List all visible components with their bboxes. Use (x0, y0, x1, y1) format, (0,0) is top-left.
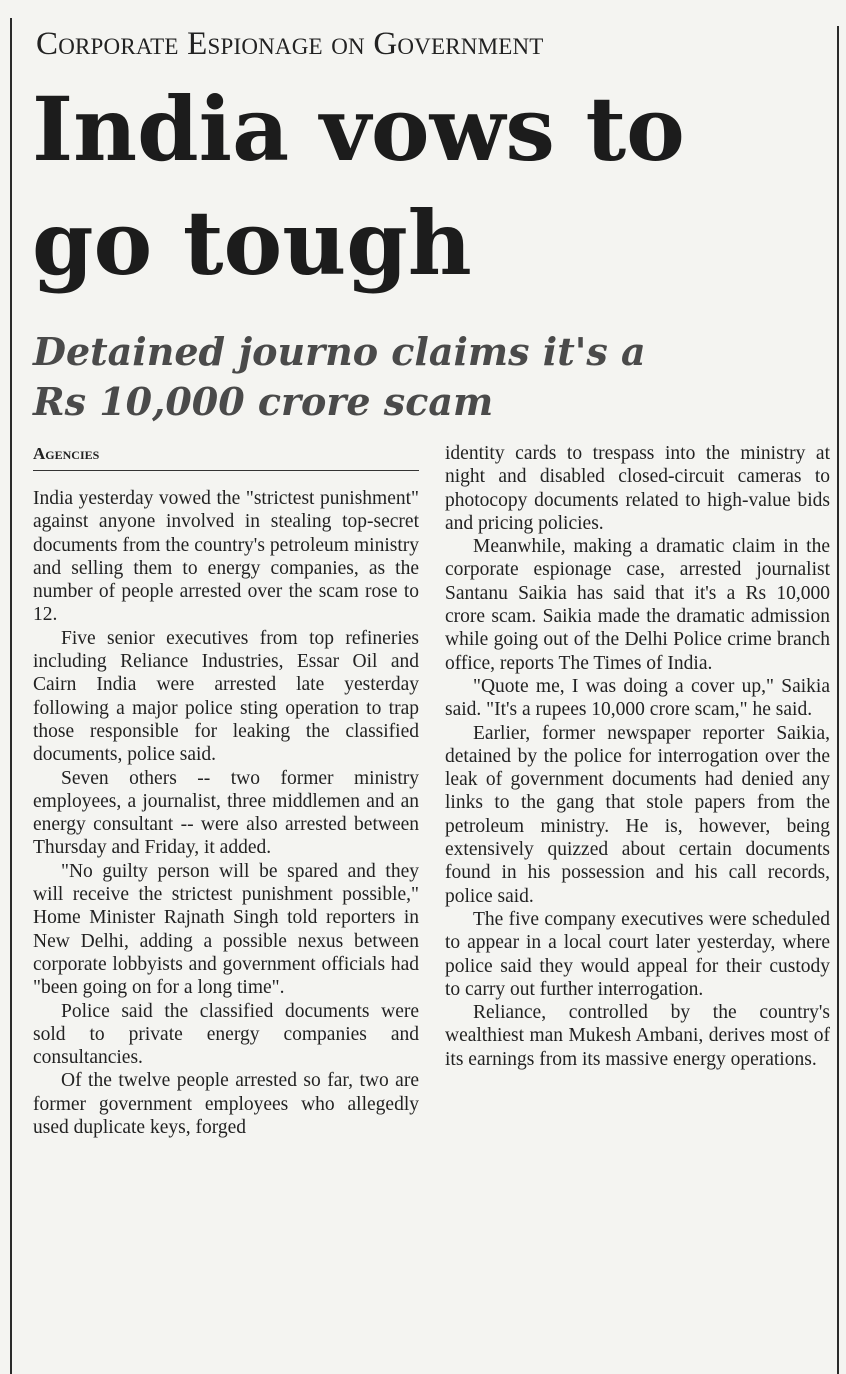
paragraph: identity cards to trespass into the ministry at night and disabled closed-circuit cameras to photocopy documents related to high-value bids and pricing policies. (445, 443, 830, 534)
paragraph: Police said the classified documents were sold to private energy companies and consultancies. (33, 1000, 419, 1069)
paragraph: Earlier, former newspaper reporter Saikia, detained by the police for interrogation over the leak of government documents had denied any links to the gang that stole papers from the petroleum ministry. He is, however, being extensively quizzed about certain documents found in his possession and his call records, police said. (445, 722, 830, 907)
headline: India vows to go tough (32, 77, 685, 295)
paragraph: Seven others -- two former ministry employees, a journalist, three middlemen and an energy consultant -- were also arrested between Thursday and Friday, it added. (33, 767, 419, 859)
paragraph: "Quote me, I was doing a cover up," Saikia said. "It's a rupees 10,000 crore scam," he said. (445, 675, 830, 721)
subhead: Detained journo claims it's a Rs 10,000 crore scam (33, 329, 646, 424)
left-column-rule (10, 18, 12, 1374)
paragraph: India yesterday vowed the "strictest punishment" against anyone involved in stealing top-secret documents from the country's petroleum ministry and selling them to energy companies, as the number of people arrested over the scam rose to 12. (33, 488, 419, 626)
paragraph: Five senior executives from top refineries including Reliance Industries, Essar Oil and Cairn India were arrested late yesterday following a major police sting operation to trap those responsible for leaking the classified documents, police said. (33, 627, 419, 766)
paragraph: The five company executives were scheduled to appear in a local court later yesterday, where police said they would appeal for their custody to carry out further interrogation. (445, 908, 830, 1000)
paragraph: Meanwhile, making a dramatic claim in the corporate espionage case, arrested journalist Santanu Saikia has said that it's a Rs 10,000 crore scam. Saikia made the dramatic admission while going out of the Delhi Police crime branch office, reports The Times of India. (445, 536, 830, 674)
paragraph: "No guilty person will be spared and they will receive the strictest punishment possible," Home Minister Rajnath Singh told reporters in New Delhi, adding a possible nexus between corporate lobbyists and government officials had "been going on for a long time". (33, 860, 419, 999)
paragraph: Of the twelve people arrested so far, two are former government employees who allegedly used duplicate keys, forged (33, 1070, 419, 1139)
byline: Agencies (33, 442, 419, 471)
right-column-rule (837, 26, 839, 1374)
kicker: Corporate Espionage on Government (36, 26, 544, 62)
article-column-left (33, 442, 419, 1362)
paragraph: Reliance, controlled by the country's wealthiest man Mukesh Ambani, derives most of its earnings from its massive energy operations. (445, 1002, 830, 1070)
article-column-right (445, 442, 830, 1362)
